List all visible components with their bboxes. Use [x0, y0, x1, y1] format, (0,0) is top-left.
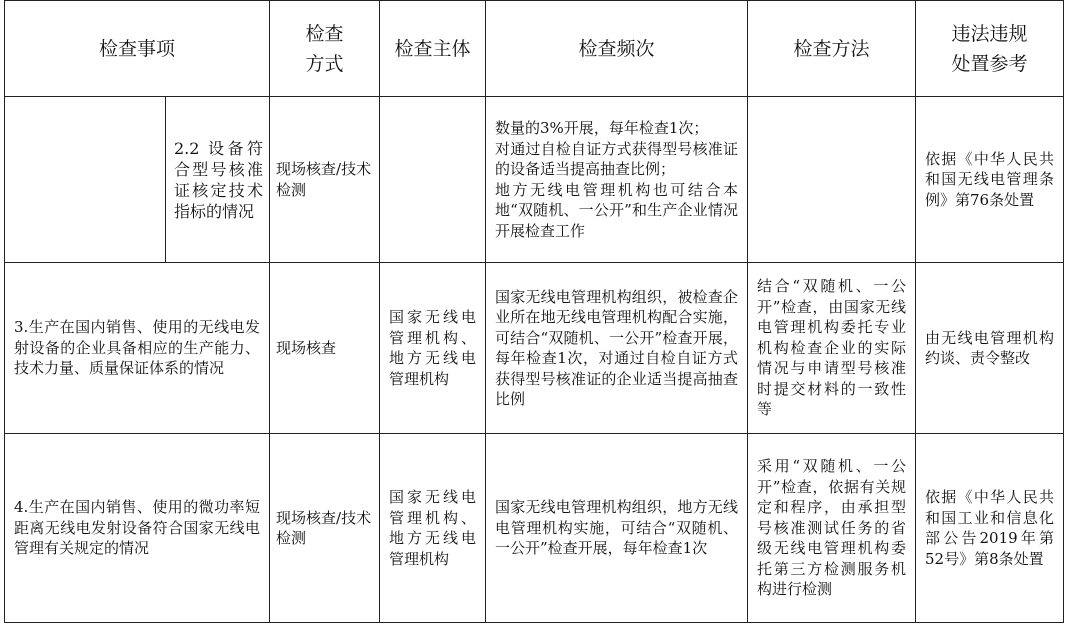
- method-cell: 现场核查/技术检测: [270, 97, 380, 263]
- header-inspection-subject: 检查主体: [380, 1, 486, 97]
- penalty-cell: 依据《中华人民共和国无线电管理条例》第76条处置: [916, 97, 1064, 263]
- frequency-cell: 国家无线电管理机构组织，地方无线电管理机构实施，可结合“双随机、一公开”检查开展，每年检查1次: [486, 434, 748, 623]
- subject-cell: 国家无线电管理机构、地方无线电管理机构: [380, 434, 486, 623]
- sub-item-cell: 2.2 设备符合型号核准证核定技术指标的情况: [166, 97, 270, 263]
- header-inspection-approach: 检查方法: [748, 1, 916, 97]
- header-penalty-line2: 处置参考: [951, 52, 1028, 75]
- header-method-line2: 方式: [305, 52, 344, 75]
- approach-cell: [748, 97, 916, 263]
- subject-cell: 国家无线电管理机构、地方无线电管理机构: [380, 263, 486, 434]
- penalty-cell: 由无线电管理机构约谈、责令整改: [916, 263, 1064, 434]
- frequency-cell: 国家无线电管理机构组织，被检查企业所在地无线电管理机构配合实施，可结合“双随机、一公开”检查开展，每年检查1次，对通过自检自证方式获得型号核准证的企业适当提高抽查比例: [486, 263, 748, 434]
- method-cell: 现场核查: [270, 263, 380, 434]
- header-inspection-method: [270, 1, 380, 97]
- table-row: [5, 97, 1064, 263]
- table-row: [5, 434, 1064, 623]
- header-row: [5, 1, 1064, 97]
- item-cell: 3.生产在国内销售、使用的无线电发射设备的企业具备相应的生产能力、技术力量、质量保证体系的情况: [5, 263, 270, 434]
- header-inspection-frequency: 检查频次: [486, 1, 748, 97]
- frequency-line: 地方无线电管理机构也可结合本地“双随机、一公开”和生产企业情况开展检查工作: [495, 180, 739, 240]
- approach-cell: 结合“双随机、一公开”检查，由国家无线电管理机构委托专业机构检查企业的实际情况与申请型号核准时提交材料的一致性等: [748, 263, 916, 434]
- penalty-cell: 依据《中华人民共和国工业和信息化部公告2019年第52号》第8条处置: [916, 434, 1064, 623]
- header-penalty-reference: [916, 1, 1064, 97]
- header-method-line1: 检查: [305, 22, 344, 45]
- frequency-line: 数量的3%开展，每年检查1次；: [495, 119, 709, 137]
- inspection-table: [4, 0, 1064, 623]
- frequency-cell: [486, 97, 748, 263]
- header-penalty-line1: 违法违规: [951, 22, 1028, 45]
- method-cell: 现场核查/技术检测: [270, 434, 380, 623]
- header-inspection-item: 检查事项: [5, 1, 270, 97]
- item-cell: 4.生产在国内销售、使用的微功率短距离无线电发射设备符合国家无线电管理有关规定的情况: [5, 434, 270, 623]
- table-row: [5, 263, 1064, 434]
- frequency-line: 对通过自检自证方式获得型号核准证的设备适当提高抽查比例；: [495, 139, 739, 178]
- item-parent-cell-empty: [5, 97, 166, 263]
- approach-cell: 采用“双随机、一公开”检查，依据有关规定和程序，由承担型号核准测试任务的省级无线电管理机构委托第三方检测服务机构进行检测: [748, 434, 916, 623]
- subject-cell: [380, 97, 486, 263]
